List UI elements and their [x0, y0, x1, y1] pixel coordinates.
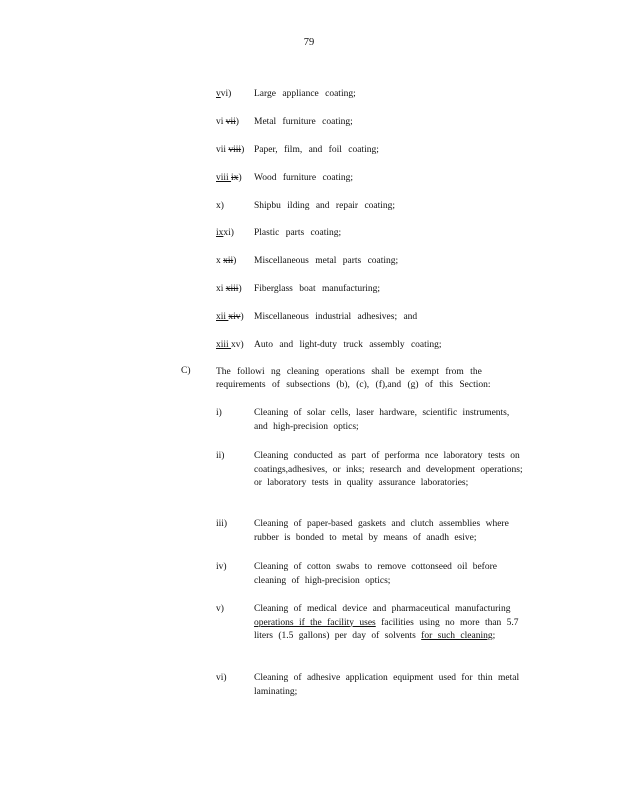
- text-run: facilities using no more than 5.7 liters (1.5 gallons) per day of solvents: [254, 617, 519, 641]
- list-item-numeral: [216, 283, 242, 295]
- text-run: ): [240, 312, 244, 322]
- text-run: ): [238, 284, 242, 294]
- text-run: Cleaning of paper-based gaskets and clutch assemblies where rubber is bonded to metal by means of anadh esive;: [254, 519, 509, 543]
- struck-text: xiii: [225, 284, 239, 294]
- text-run: Metal furniture coating;: [254, 117, 353, 127]
- text-run: Cleaning of adhesive application equipment used for thin metal laminating;: [254, 673, 520, 697]
- text-run: Large appliance coating;: [254, 89, 356, 99]
- list-item-text: [254, 200, 395, 212]
- exempt-item-text: [254, 518, 526, 545]
- text-run: ): [233, 256, 237, 266]
- text-run: ): [235, 117, 239, 127]
- list-item-numeral: [216, 339, 244, 351]
- exempt-item-numeral: iv): [216, 562, 227, 572]
- text-run: x): [216, 201, 224, 211]
- text-run: Cleaning of solar cells, laser hardware, scientific instruments, and high-precision optics;: [254, 408, 510, 432]
- text-run: Wood furniture coating;: [254, 173, 354, 183]
- text-run: Miscellaneous metal parts coating;: [254, 256, 399, 266]
- text-run: ): [241, 145, 245, 155]
- text-run: vii: [216, 145, 229, 155]
- text-run: Cleaning of medical device and pharmaceutical manufacturing: [254, 604, 511, 614]
- text-run: ;: [492, 631, 496, 641]
- exempt-item-numeral: iii): [216, 519, 228, 529]
- inserted-text: operations if the facility uses: [254, 617, 376, 628]
- text-run: xi: [216, 284, 226, 294]
- exempt-item-text: [254, 561, 526, 588]
- struck-text: ix: [231, 173, 239, 183]
- struck-text: vii: [225, 117, 236, 127]
- section-text: The followi ng cleaning operations shall be exempt from the requirements of subsections (b), (c), (f),and (g) of this Section:: [216, 367, 491, 390]
- text-run: Fiberglass boat manufacturing;: [254, 284, 381, 294]
- text-run: Cleaning of cotton swabs to remove cottonseed oil before cleaning of high-precision optics;: [254, 562, 497, 586]
- list-item-text: [254, 339, 442, 351]
- exempt-item-text: [254, 450, 526, 491]
- inserted-text: v: [216, 89, 221, 99]
- list-item-numeral: [216, 88, 231, 100]
- exempt-item-text: [254, 603, 526, 644]
- list-item-text: [254, 144, 379, 156]
- text-run: ): [238, 173, 242, 183]
- text-run: x: [216, 256, 224, 266]
- struck-text: xii: [223, 256, 234, 266]
- list-item-numeral: [216, 144, 244, 156]
- exempt-item-numeral: v): [216, 604, 224, 614]
- list-item-text: [254, 311, 417, 323]
- list-item-numeral: [216, 255, 236, 267]
- list-item-text: [254, 227, 341, 239]
- text-run: Cleaning conducted as part of performa nce laboratory tests on coatings,adhesives, or inks; research and development operations; or laboratory tests in quality assurance laboratories;: [254, 451, 523, 488]
- list-item-numeral: [216, 311, 244, 323]
- inserted-text: viii: [216, 173, 232, 183]
- list-item-numeral: [216, 200, 224, 212]
- struck-text: xiv: [228, 312, 241, 322]
- text-run: Shipbu ilding and repair coating;: [254, 201, 396, 211]
- list-item-text: [254, 172, 353, 184]
- inserted-text: xii: [216, 312, 229, 322]
- exempt-item-numeral: i): [216, 408, 222, 418]
- inserted-text: ix: [216, 228, 224, 238]
- text-run: xv): [231, 340, 244, 350]
- page-number: 79: [303, 37, 315, 48]
- struck-text: viii: [228, 145, 242, 155]
- list-item-text: [254, 283, 380, 295]
- inserted-text: for such cleaning: [421, 631, 493, 641]
- list-item-text: [254, 116, 353, 128]
- list-item-numeral: [216, 172, 242, 184]
- text-run: Paper, film, and foil coating;: [254, 145, 379, 155]
- text-run: Miscellaneous industrial adhesives; and: [254, 312, 418, 322]
- inserted-text: xiii: [216, 340, 232, 350]
- text-run: Auto and light-duty truck assembly coating;: [254, 340, 442, 350]
- exempt-item-text: [254, 407, 526, 434]
- text-run: vi): [220, 89, 232, 99]
- exempt-item-text: [254, 672, 526, 699]
- section-label: C): [181, 366, 191, 376]
- exempt-item-numeral: vi): [216, 673, 227, 683]
- text-run: vi: [216, 117, 226, 127]
- list-item-text: [254, 255, 398, 267]
- list-item-numeral: [216, 116, 239, 128]
- text-run: Plastic parts coating;: [254, 228, 342, 238]
- text-run: xi): [223, 228, 234, 238]
- list-item-numeral: [216, 227, 234, 239]
- list-item-text: [254, 88, 356, 100]
- exempt-item-numeral: ii): [216, 451, 225, 461]
